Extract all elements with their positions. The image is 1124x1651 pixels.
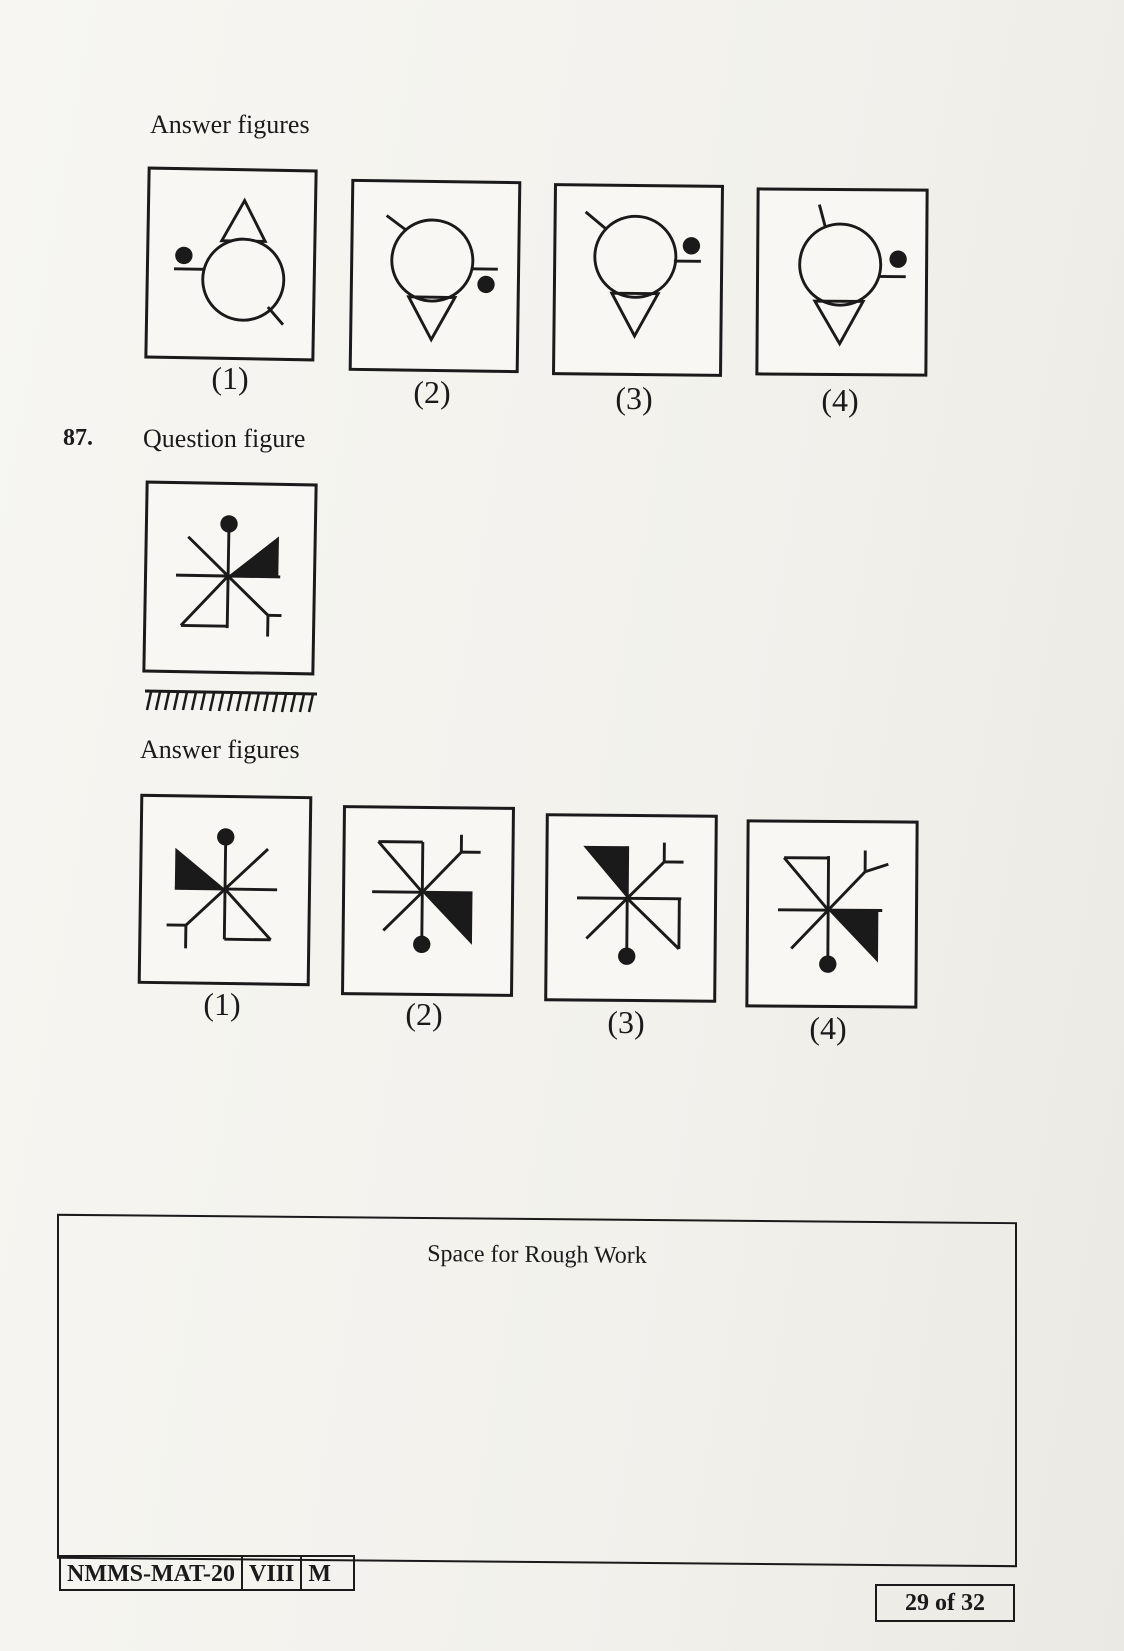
q87-answer-figure-1[interactable] bbox=[138, 794, 313, 986]
q87-option-label-1: (1) bbox=[203, 986, 241, 1022]
question-figure-label: Question figure bbox=[143, 424, 306, 453]
mirror-line-icon bbox=[143, 688, 319, 714]
answer-figures-label-q87: Answer figures bbox=[140, 735, 300, 764]
question-figure bbox=[142, 481, 317, 676]
top-answer-figure-3[interactable] bbox=[552, 183, 724, 377]
q87-option-label-2: (2) bbox=[405, 996, 443, 1032]
circle-triangle-figure-2 bbox=[352, 182, 519, 370]
rough-work-title: Space for Rough Work bbox=[427, 1241, 647, 1269]
q87-option-label-3: (3) bbox=[607, 1004, 645, 1040]
circle-triangle-figure-4 bbox=[758, 190, 925, 373]
top-answer-figure-1[interactable] bbox=[144, 167, 317, 362]
top-option-label-2: (2) bbox=[413, 374, 451, 410]
medium-code: M bbox=[308, 1561, 331, 1587]
star-flag-answer-2 bbox=[344, 808, 512, 994]
paper-code: NMMS-MAT-20 bbox=[61, 1557, 243, 1589]
top-option-label-1: (1) bbox=[211, 360, 249, 396]
circle-triangle-figure-1 bbox=[147, 170, 314, 359]
q87-answer-figure-4[interactable] bbox=[745, 819, 918, 1008]
top-answer-figure-4[interactable] bbox=[755, 187, 928, 376]
q87-option-label-4: (4) bbox=[809, 1010, 847, 1046]
star-flag-question-figure bbox=[145, 484, 314, 673]
class-code: VIII bbox=[243, 1557, 302, 1589]
rough-work-area[interactable] bbox=[57, 1214, 1017, 1567]
question-number: 87. bbox=[63, 425, 93, 451]
top-option-label-3: (3) bbox=[615, 380, 653, 416]
star-flag-answer-4 bbox=[748, 822, 915, 1005]
circle-triangle-figure-3 bbox=[555, 186, 721, 374]
star-flag-answer-3 bbox=[547, 816, 715, 999]
paper-code-box bbox=[59, 1555, 355, 1591]
answer-figures-label-top: Answer figures bbox=[150, 110, 310, 139]
star-flag-answer-1 bbox=[141, 797, 310, 983]
top-answer-figure-2[interactable] bbox=[349, 179, 522, 373]
q87-answer-figure-3[interactable] bbox=[544, 813, 718, 1002]
q87-answer-figure-2[interactable] bbox=[341, 805, 515, 997]
top-option-label-4: (4) bbox=[821, 382, 859, 418]
page-number: 29 of 32 bbox=[875, 1584, 1015, 1622]
